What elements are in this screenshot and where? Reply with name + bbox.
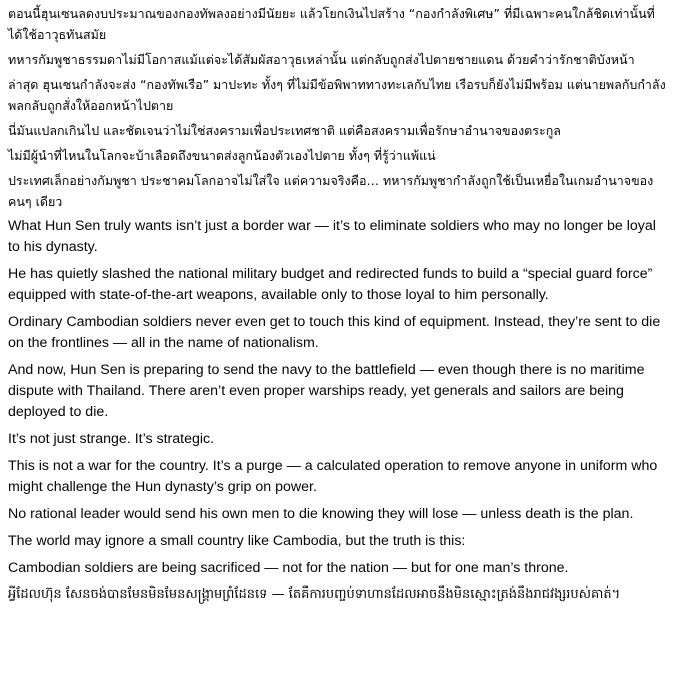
paragraph-thai-6: ประเทศเล็กอย่างกัมพูชา ประชาคมโลกอาจไม่ใส่ใจ แต่ความจริงคือ… ทหารกัมพูชากำลังถูกใช้เป็นเหยื่อในเกมอำนาจของคนๆ เดียว [8, 173, 654, 209]
paragraph-english-5: It’s not just strange. It’s strategic. [8, 431, 215, 447]
paragraph-english-2: He has quietly slashed the national military budget and redirected funds to build a “special guard force” equipped with state-of-the-art weapons, available only to those loyal to him personally. [8, 266, 653, 303]
paragraph-english-3: Ordinary Cambodian soldiers never even get to touch this kind of equipment. Instead, they’re sent to die on the frontlines — all in the name of nationalism. [8, 314, 661, 351]
paragraph-thai-4: นี่มันแปลกเกินไป และชัดเจนว่าไม่ใช่สงครามเพื่อประเทศชาติ แต่คือสงครามเพื่อรักษาอำนาจของตระกูล [8, 123, 561, 138]
paragraph-english-4: And now, Hun Sen is preparing to send the navy to the battlefield — even though there is no maritime dispute with Thailand. There aren’t even proper warships ready, yet generals and sailors are being deployed to die. [8, 362, 645, 420]
paragraph-thai-3: ล่าสุด ฮุนเซนกำลังจะส่ง “กองทัพเรือ” มาปะทะ ทั้งๆ ที่ไม่มีข้อพิพาททางทะเลกับไทย เรือรบก็ยังไม่มีพร้อม แต่นายพลกับกำลังพลกลับถูกสั่งให้ออกหน้าไปตาย [8, 77, 666, 113]
paragraph-english-1: What Hun Sen truly wants isn’t just a border war — it’s to eliminate soldiers who may no longer be loyal to his dynasty. [8, 218, 656, 255]
paragraph-thai-5: ไม่มีผู้นำที่ไหนในโลกจะบ้าเลือดถึงขนาดส่งลูกน้องตัวเองไปตาย ทั้งๆ ที่รู้ว่าแพ้แน่ [8, 148, 436, 163]
paragraph-english-6: This is not a war for the country. It’s a purge — a calculated operation to remove anyone in uniform who might challenge the Hun dynasty’s grip on power. [8, 458, 658, 495]
paragraph-thai-1: ตอนนี้ฮุนเซนลดงบประมาณของกองทัพลงอย่างมีนัยยะ แล้วโยกเงินไปสร้าง “กองกำลังพิเศษ” ที่มีเฉพาะคนใกล้ชิดเท่านั้นที่ได้ใช้อาวุธทันสมัย [8, 6, 655, 42]
paragraph-khmer-1: អ្វីដែលហ៊ុន សែនចង់បានមែនមិនមែនសង្គ្រាមព្រំដែនទេ — តែគឺការបញ្ចប់ទាហានដែលអាចនឹងមិនស្មោះត្រង់នឹងរាជវង្សរបស់គាត់។ [8, 587, 621, 602]
paragraph-english-8: The world may ignore a small country like Cambodia, but the truth is this: [8, 533, 466, 549]
paragraph-english-7: No rational leader would send his own men to die knowing they will lose — unless death is the plan. [8, 506, 634, 522]
paragraph-english-9: Cambodian soldiers are being sacrificed — not for the nation — but for one man’s throne. [8, 560, 569, 576]
paragraph-thai-2: ทหารกัมพูชาธรรมดาไม่มีโอกาสแม้แต่จะได้สัมผัสอาวุธเหล่านั้น แต่กลับถูกส่งไปตายชายแดน ด้วยคำว่ารักชาติบังหน้า [8, 52, 635, 67]
